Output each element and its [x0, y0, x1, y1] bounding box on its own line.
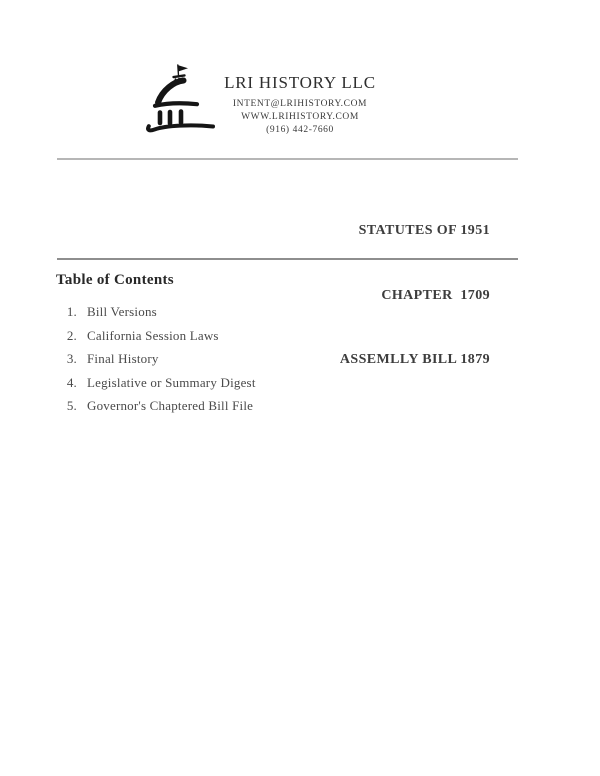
toc-item [62, 375, 256, 390]
company-name: LRI HISTORY LLC [224, 73, 376, 92]
letterhead-email: INTENT@LRIHISTORY.COM [232, 99, 368, 109]
capitol-dome-icon [146, 60, 226, 135]
letterhead-phone: (916) 442-7660 [266, 125, 334, 135]
statute-reference-block [340, 177, 490, 414]
toc-item-number: 1. [66, 304, 77, 319]
toc-item-label: Bill Versions [87, 304, 157, 319]
statutes-line: STATUTES OF 1951 [358, 223, 490, 238]
toc-item [62, 351, 256, 366]
chapter-line: CHAPTER 1709 [381, 287, 490, 303]
toc-item [62, 328, 256, 343]
letterhead-website: WWW.LRIHISTORY.COM [241, 112, 359, 122]
toc-heading: Table of Contents [56, 272, 174, 288]
toc-item-label: Legislative or Summary Digest [87, 374, 256, 390]
toc-item-number: 4. [66, 374, 77, 390]
assembly-bill-line: ASSEMLLY BILL 1879 [339, 352, 490, 367]
toc-item-number: 3. [66, 351, 77, 366]
toc-item-number: 5. [66, 398, 77, 413]
toc-item-label: Governor's Chaptered Bill File [87, 398, 254, 413]
toc-list [62, 304, 256, 422]
toc-item-label: Final History [87, 351, 159, 366]
toc-item [62, 398, 256, 413]
toc-item [62, 304, 256, 319]
divider-top [57, 158, 518, 160]
divider-bottom [57, 258, 518, 260]
toc-item-number: 2. [66, 327, 77, 343]
toc-item-label: California Session Laws [87, 327, 219, 343]
